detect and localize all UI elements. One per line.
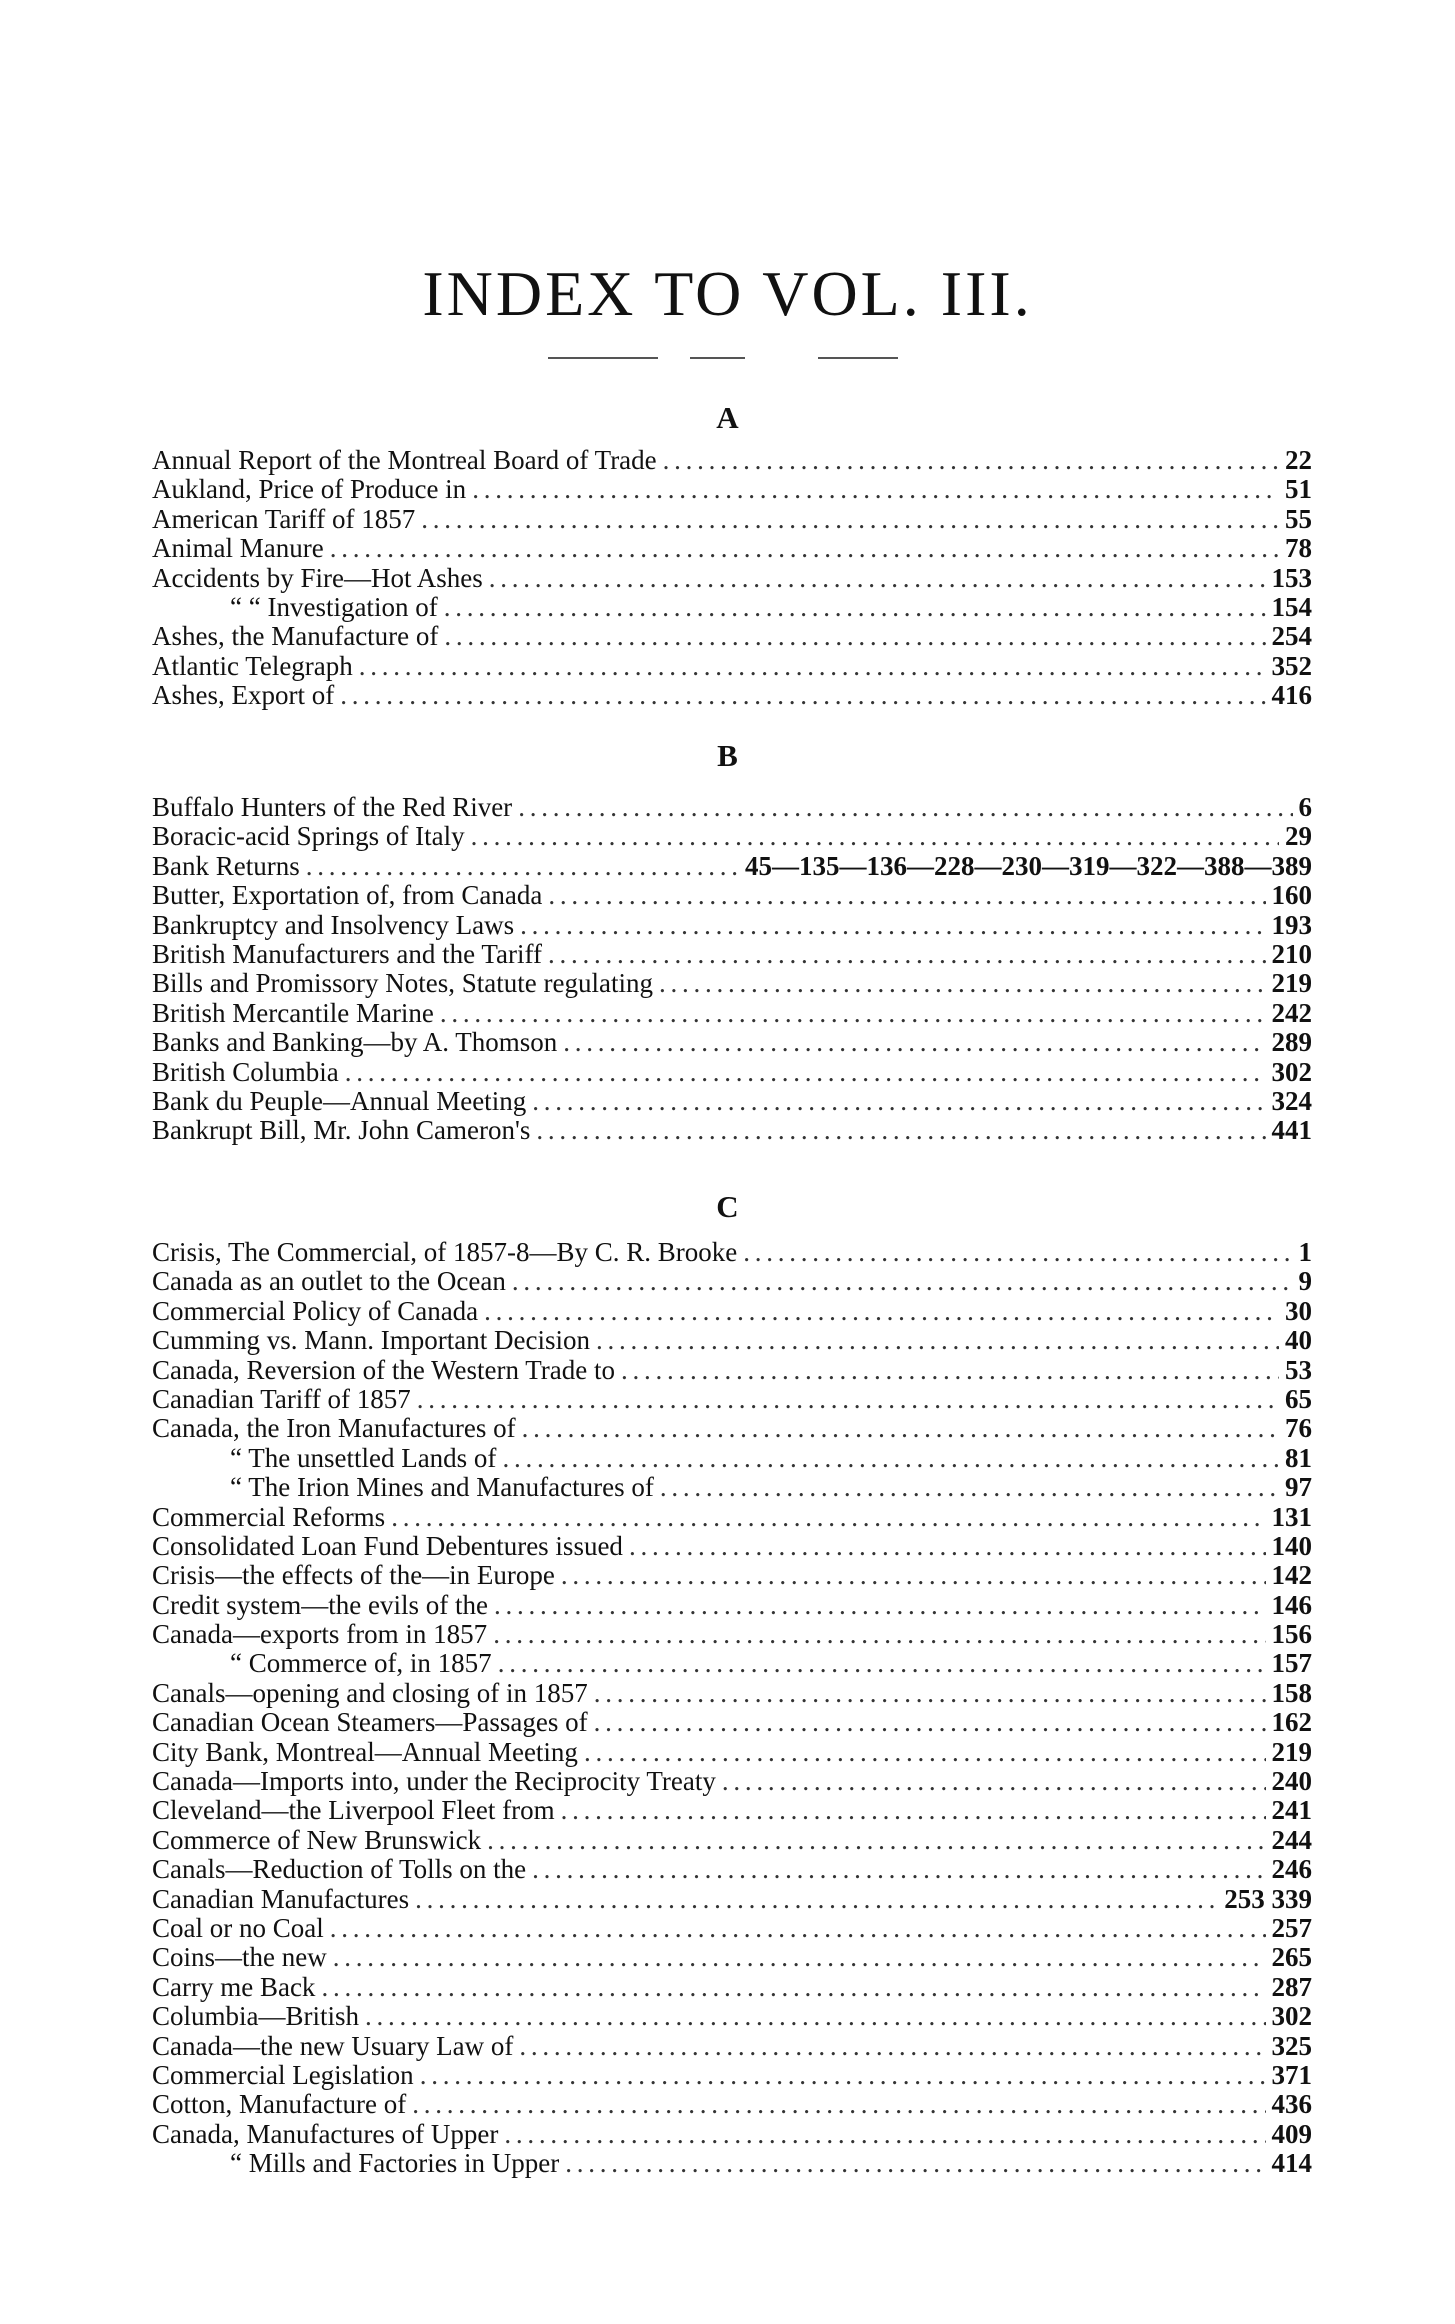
dot-leader — [421, 505, 1279, 534]
dot-leader — [330, 534, 1279, 563]
index-entry — [152, 852, 1312, 881]
index-entry — [152, 1414, 1312, 1443]
dot-leader — [340, 681, 1265, 710]
index-entry — [152, 1649, 1312, 1678]
entry-page-number: 414 — [1271, 2148, 1312, 2179]
dot-leader — [321, 1973, 1265, 2002]
entry-label: Bankruptcy and Insolvency Laws — [152, 909, 515, 940]
index-entry — [152, 1267, 1312, 1296]
entry-label: Coal or no Coal — [152, 1912, 324, 1943]
entry-label: “ Mills and Factories in Upper — [230, 2148, 560, 2179]
dot-leader — [471, 822, 1279, 851]
entry-page-number: 78 — [1285, 533, 1312, 564]
entry-label: Accidents by Fire—Hot Ashes — [152, 562, 483, 593]
entry-label: Buffalo Hunters of the Red River — [152, 792, 513, 822]
entry-label: Boracic-acid Springs of Italy — [152, 821, 465, 852]
dot-leader — [561, 1561, 1266, 1590]
entry-label: Crisis, The Commercial, of 1857-8—By C. R. Brooke — [152, 1237, 738, 1267]
entry-label: Canadian Ocean Steamers—Passages of — [152, 1707, 588, 1738]
entry-page-number: 162 — [1271, 1707, 1312, 1738]
dot-leader — [498, 1649, 1266, 1678]
entry-label: American Tariff of 1857 — [152, 503, 416, 534]
page-title: INDEX TO VOL. III. — [422, 258, 1033, 329]
entry-page-number: 219 — [1271, 968, 1312, 999]
entry-label: Commerce of New Brunswick — [152, 1824, 482, 1855]
entry-page-number: 242 — [1271, 997, 1312, 1028]
dot-leader — [722, 1767, 1266, 1796]
dot-leader — [415, 1885, 1218, 1914]
index-entry — [152, 652, 1312, 681]
entry-page-number: 65 — [1285, 1383, 1312, 1414]
index-entry — [152, 1855, 1312, 1884]
dot-leader — [365, 2002, 1265, 2031]
index-entry — [152, 446, 1312, 475]
index-entry — [152, 1116, 1312, 1145]
dot-leader — [532, 1855, 1265, 1884]
dot-leader — [493, 1620, 1265, 1649]
dot-leader — [584, 1738, 1266, 1767]
index-entry — [152, 1738, 1312, 1767]
entry-label: “ The Irion Mines and Manufactures of — [230, 1472, 654, 1503]
entry-page-number: 265 — [1271, 1942, 1312, 1973]
entry-page-number: 371 — [1271, 2059, 1312, 2090]
section-letter-b: B — [717, 738, 738, 773]
index-entry — [152, 1885, 1312, 1914]
title-rule-left — [548, 357, 658, 359]
entry-label: Ashes, Export of — [152, 680, 335, 711]
entry-page-number: 142 — [1271, 1560, 1312, 1591]
index-entry — [152, 622, 1312, 651]
entry-page-number: 30 — [1285, 1295, 1312, 1326]
dot-leader — [548, 940, 1266, 969]
index-entry — [152, 1620, 1312, 1649]
index-entry — [152, 1087, 1312, 1116]
entry-page-number: 441 — [1271, 1115, 1312, 1146]
section-letter-a: A — [716, 400, 739, 435]
dot-leader — [484, 1297, 1279, 1326]
entry-page-number: 55 — [1285, 503, 1312, 534]
index-entry — [152, 1532, 1312, 1561]
entry-page-number: 158 — [1271, 1677, 1312, 1708]
entry-label: Canada—Imports into, under the Reciprocity Treaty — [152, 1766, 716, 1797]
entry-label: British Mercantile Marine — [152, 997, 434, 1028]
entry-page-number: 146 — [1271, 1589, 1312, 1620]
entry-page-number: 241 — [1271, 1795, 1312, 1826]
index-entry — [152, 1914, 1312, 1943]
entry-label: Canadian Manufactures — [152, 1883, 410, 1914]
index-entry — [152, 2032, 1312, 2061]
entry-label: British Manufacturers and the Tariff — [152, 938, 542, 969]
dot-leader — [594, 1679, 1266, 1708]
index-entry — [152, 999, 1312, 1028]
index-entry — [152, 593, 1312, 622]
entry-page-number: 6 — [1298, 792, 1312, 822]
index-entry — [152, 505, 1312, 534]
entry-page-number: 244 — [1271, 1824, 1312, 1855]
entry-label: Columbia—British — [152, 2001, 360, 2032]
dot-leader — [565, 2149, 1265, 2178]
entry-page-number: 240 — [1271, 1766, 1312, 1797]
entry-label: Banks and Banking—by A. Thomson — [152, 1027, 558, 1058]
entry-page-number: 287 — [1271, 1971, 1312, 2002]
entry-page-number: 81 — [1285, 1442, 1312, 1473]
entry-page-number: 219 — [1271, 1736, 1312, 1767]
dot-leader — [504, 2120, 1265, 2149]
dot-leader — [440, 999, 1266, 1028]
entry-label: Animal Manure — [152, 533, 324, 564]
index-entry — [152, 1473, 1312, 1502]
entry-page-number: 140 — [1271, 1530, 1312, 1561]
index-entry — [152, 564, 1312, 593]
dot-leader — [621, 1356, 1279, 1385]
entry-page-number: 9 — [1298, 1266, 1312, 1297]
index-entry — [152, 1297, 1312, 1326]
entry-label: City Bank, Montreal—Annual Meeting — [152, 1736, 578, 1767]
index-entry — [152, 2149, 1312, 2178]
entry-label: Cumming vs. Mann. Important Decision — [152, 1325, 590, 1356]
index-entry — [152, 1591, 1312, 1620]
entry-page-number: 45—135—136—228—230—319—322—388—389 — [745, 850, 1312, 881]
index-entry — [152, 1356, 1312, 1385]
index-entry — [152, 1058, 1312, 1087]
index-entry — [152, 1943, 1312, 1972]
index-entry — [152, 822, 1312, 851]
entry-page-number: 160 — [1271, 880, 1312, 911]
title-rule-middle — [690, 357, 745, 359]
dot-leader — [532, 1087, 1265, 1116]
title-rule-right — [818, 357, 898, 359]
index-entry — [152, 1679, 1312, 1708]
entry-page-number: 210 — [1271, 938, 1312, 969]
entry-label: Atlantic Telegraph — [152, 650, 353, 681]
dot-leader — [520, 911, 1265, 940]
dot-leader — [487, 1826, 1265, 1855]
index-entry — [152, 1326, 1312, 1355]
entry-label: Cotton, Manufacture of — [152, 2089, 407, 2120]
entry-label: Commercial Policy of Canada — [152, 1295, 479, 1326]
entry-label: Ashes, the Manufacture of — [152, 621, 439, 652]
dot-leader — [519, 2032, 1265, 2061]
index-entry — [152, 793, 1312, 822]
dot-leader — [660, 1473, 1279, 1502]
dot-leader — [518, 793, 1292, 822]
entry-page-number: 246 — [1271, 1854, 1312, 1885]
entry-label: Canada as an outlet to the Ocean — [152, 1266, 506, 1297]
dot-leader — [743, 1238, 1292, 1267]
dot-leader — [512, 1267, 1293, 1296]
dot-leader — [444, 593, 1266, 622]
entry-label: Bills and Promissory Notes, Statute regulating — [152, 968, 653, 999]
entry-label: “ The unsettled Lands of — [230, 1442, 497, 1473]
dot-leader — [412, 2090, 1265, 2119]
dot-leader — [417, 1385, 1279, 1414]
index-entry — [152, 1767, 1312, 1796]
dot-leader — [563, 1028, 1265, 1057]
entry-page-number: 40 — [1285, 1325, 1312, 1356]
entry-label: Consolidated Loan Fund Debentures issued — [152, 1530, 623, 1561]
index-entry — [152, 911, 1312, 940]
index-entry — [152, 1826, 1312, 1855]
entry-label: Bankrupt Bill, Mr. John Cameron's — [152, 1115, 531, 1146]
entry-label: Aukland, Price of Produce in — [152, 474, 467, 505]
index-entry — [152, 2061, 1312, 2090]
entry-label: Butter, Exportation of, from Canada — [152, 880, 543, 911]
index-entry — [152, 1028, 1312, 1057]
entry-page-number: 257 — [1271, 1912, 1312, 1943]
dot-leader — [420, 2061, 1266, 2090]
index-entry — [152, 1708, 1312, 1737]
dot-leader — [489, 564, 1266, 593]
entry-label: Cleveland—the Liverpool Fleet from — [152, 1795, 555, 1826]
dot-leader — [663, 446, 1279, 475]
dot-leader — [629, 1532, 1266, 1561]
entry-page-number: 156 — [1271, 1619, 1312, 1650]
index-entry — [152, 1503, 1312, 1532]
index-entry — [152, 2002, 1312, 2031]
entry-label: Canada, Reversion of the Western Trade to — [152, 1354, 615, 1385]
dot-leader — [444, 622, 1265, 651]
entry-page-number: 416 — [1271, 680, 1312, 711]
entry-label: Crisis—the effects of the—in Europe — [152, 1560, 555, 1591]
index-entry — [152, 881, 1312, 910]
index-entry — [152, 681, 1312, 710]
dot-leader — [391, 1503, 1265, 1532]
entry-label: British Columbia — [152, 1056, 339, 1087]
entry-label: Canada—exports from in 1857 — [152, 1619, 488, 1650]
entry-page-number: 254 — [1271, 621, 1312, 652]
dot-leader — [536, 1116, 1265, 1145]
entry-page-number: 436 — [1271, 2089, 1312, 2120]
entry-page-number: 193 — [1271, 909, 1312, 940]
entry-label: “ “ Investigation of — [230, 591, 438, 622]
entry-page-number: 97 — [1285, 1472, 1312, 1503]
entry-label: Commercial Legislation — [152, 2059, 414, 2090]
entry-label: Canada—the new Usuary Law of — [152, 2030, 514, 2061]
entry-page-number: 1 — [1298, 1237, 1312, 1267]
entry-page-number: 22 — [1285, 445, 1312, 475]
index-entry — [152, 1561, 1312, 1590]
entry-label: Canada, Manufactures of Upper — [152, 2118, 499, 2149]
dot-leader — [359, 652, 1266, 681]
index-entry — [152, 2120, 1312, 2149]
dot-leader — [561, 1796, 1266, 1825]
dot-leader — [522, 1414, 1279, 1443]
entry-label: “ Commerce of, in 1857 — [230, 1648, 492, 1679]
dot-leader — [330, 1914, 1266, 1943]
index-entry — [152, 2090, 1312, 2119]
dot-leader — [333, 1943, 1266, 1972]
entry-label: Commercial Reforms — [152, 1501, 386, 1532]
entry-page-number: 153 — [1271, 562, 1312, 593]
entry-page-number: 325 — [1271, 2030, 1312, 2061]
entry-page-number: 253 339 — [1224, 1883, 1312, 1914]
entry-label: Coins—the new — [152, 1942, 327, 1973]
entry-page-number: 302 — [1271, 2001, 1312, 2032]
dot-leader — [659, 969, 1266, 998]
entry-label: Bank Returns — [152, 850, 300, 881]
section-c-entries — [152, 1238, 1312, 2179]
entry-page-number: 76 — [1285, 1413, 1312, 1444]
entry-page-number: 53 — [1285, 1354, 1312, 1385]
dot-leader — [345, 1058, 1266, 1087]
entry-label: Bank du Peuple—Annual Meeting — [152, 1085, 527, 1116]
entry-label: Annual Report of the Montreal Board of Trade — [152, 445, 657, 475]
entry-label: Canadian Tariff of 1857 — [152, 1383, 411, 1414]
index-entry — [152, 940, 1312, 969]
index-entry — [152, 1796, 1312, 1825]
index-entry — [152, 1238, 1312, 1267]
index-entry — [152, 1973, 1312, 2002]
entry-page-number: 409 — [1271, 2118, 1312, 2149]
entry-page-number: 154 — [1271, 591, 1312, 622]
entry-label: Canals—opening and closing of in 1857 — [152, 1677, 588, 1708]
entry-page-number: 157 — [1271, 1648, 1312, 1679]
index-entry — [152, 1444, 1312, 1473]
index-entry — [152, 475, 1312, 504]
entry-page-number: 51 — [1285, 474, 1312, 505]
dot-leader — [306, 852, 739, 881]
dot-leader — [596, 1326, 1279, 1355]
entry-page-number: 324 — [1271, 1085, 1312, 1116]
dot-leader — [548, 881, 1265, 910]
entry-label: Carry me Back — [152, 1971, 316, 2002]
entry-page-number: 302 — [1271, 1056, 1312, 1087]
entry-page-number: 352 — [1271, 650, 1312, 681]
index-entry — [152, 534, 1312, 563]
section-letter-c: C — [716, 1189, 739, 1224]
index-entry — [152, 969, 1312, 998]
dot-leader — [494, 1591, 1266, 1620]
dot-leader — [594, 1708, 1266, 1737]
section-a-entries — [152, 446, 1312, 711]
entry-page-number: 29 — [1285, 821, 1312, 852]
entry-page-number: 289 — [1271, 1027, 1312, 1058]
entry-label: Canada, the Iron Manufactures of — [152, 1413, 516, 1444]
dot-leader — [502, 1444, 1279, 1473]
entry-label: Canals—Reduction of Tolls on the — [152, 1854, 527, 1885]
dot-leader — [472, 475, 1279, 504]
entry-page-number: 131 — [1271, 1501, 1312, 1532]
index-entry — [152, 1385, 1312, 1414]
entry-label: Credit system—the evils of the — [152, 1589, 488, 1620]
section-b-entries — [152, 793, 1312, 1146]
